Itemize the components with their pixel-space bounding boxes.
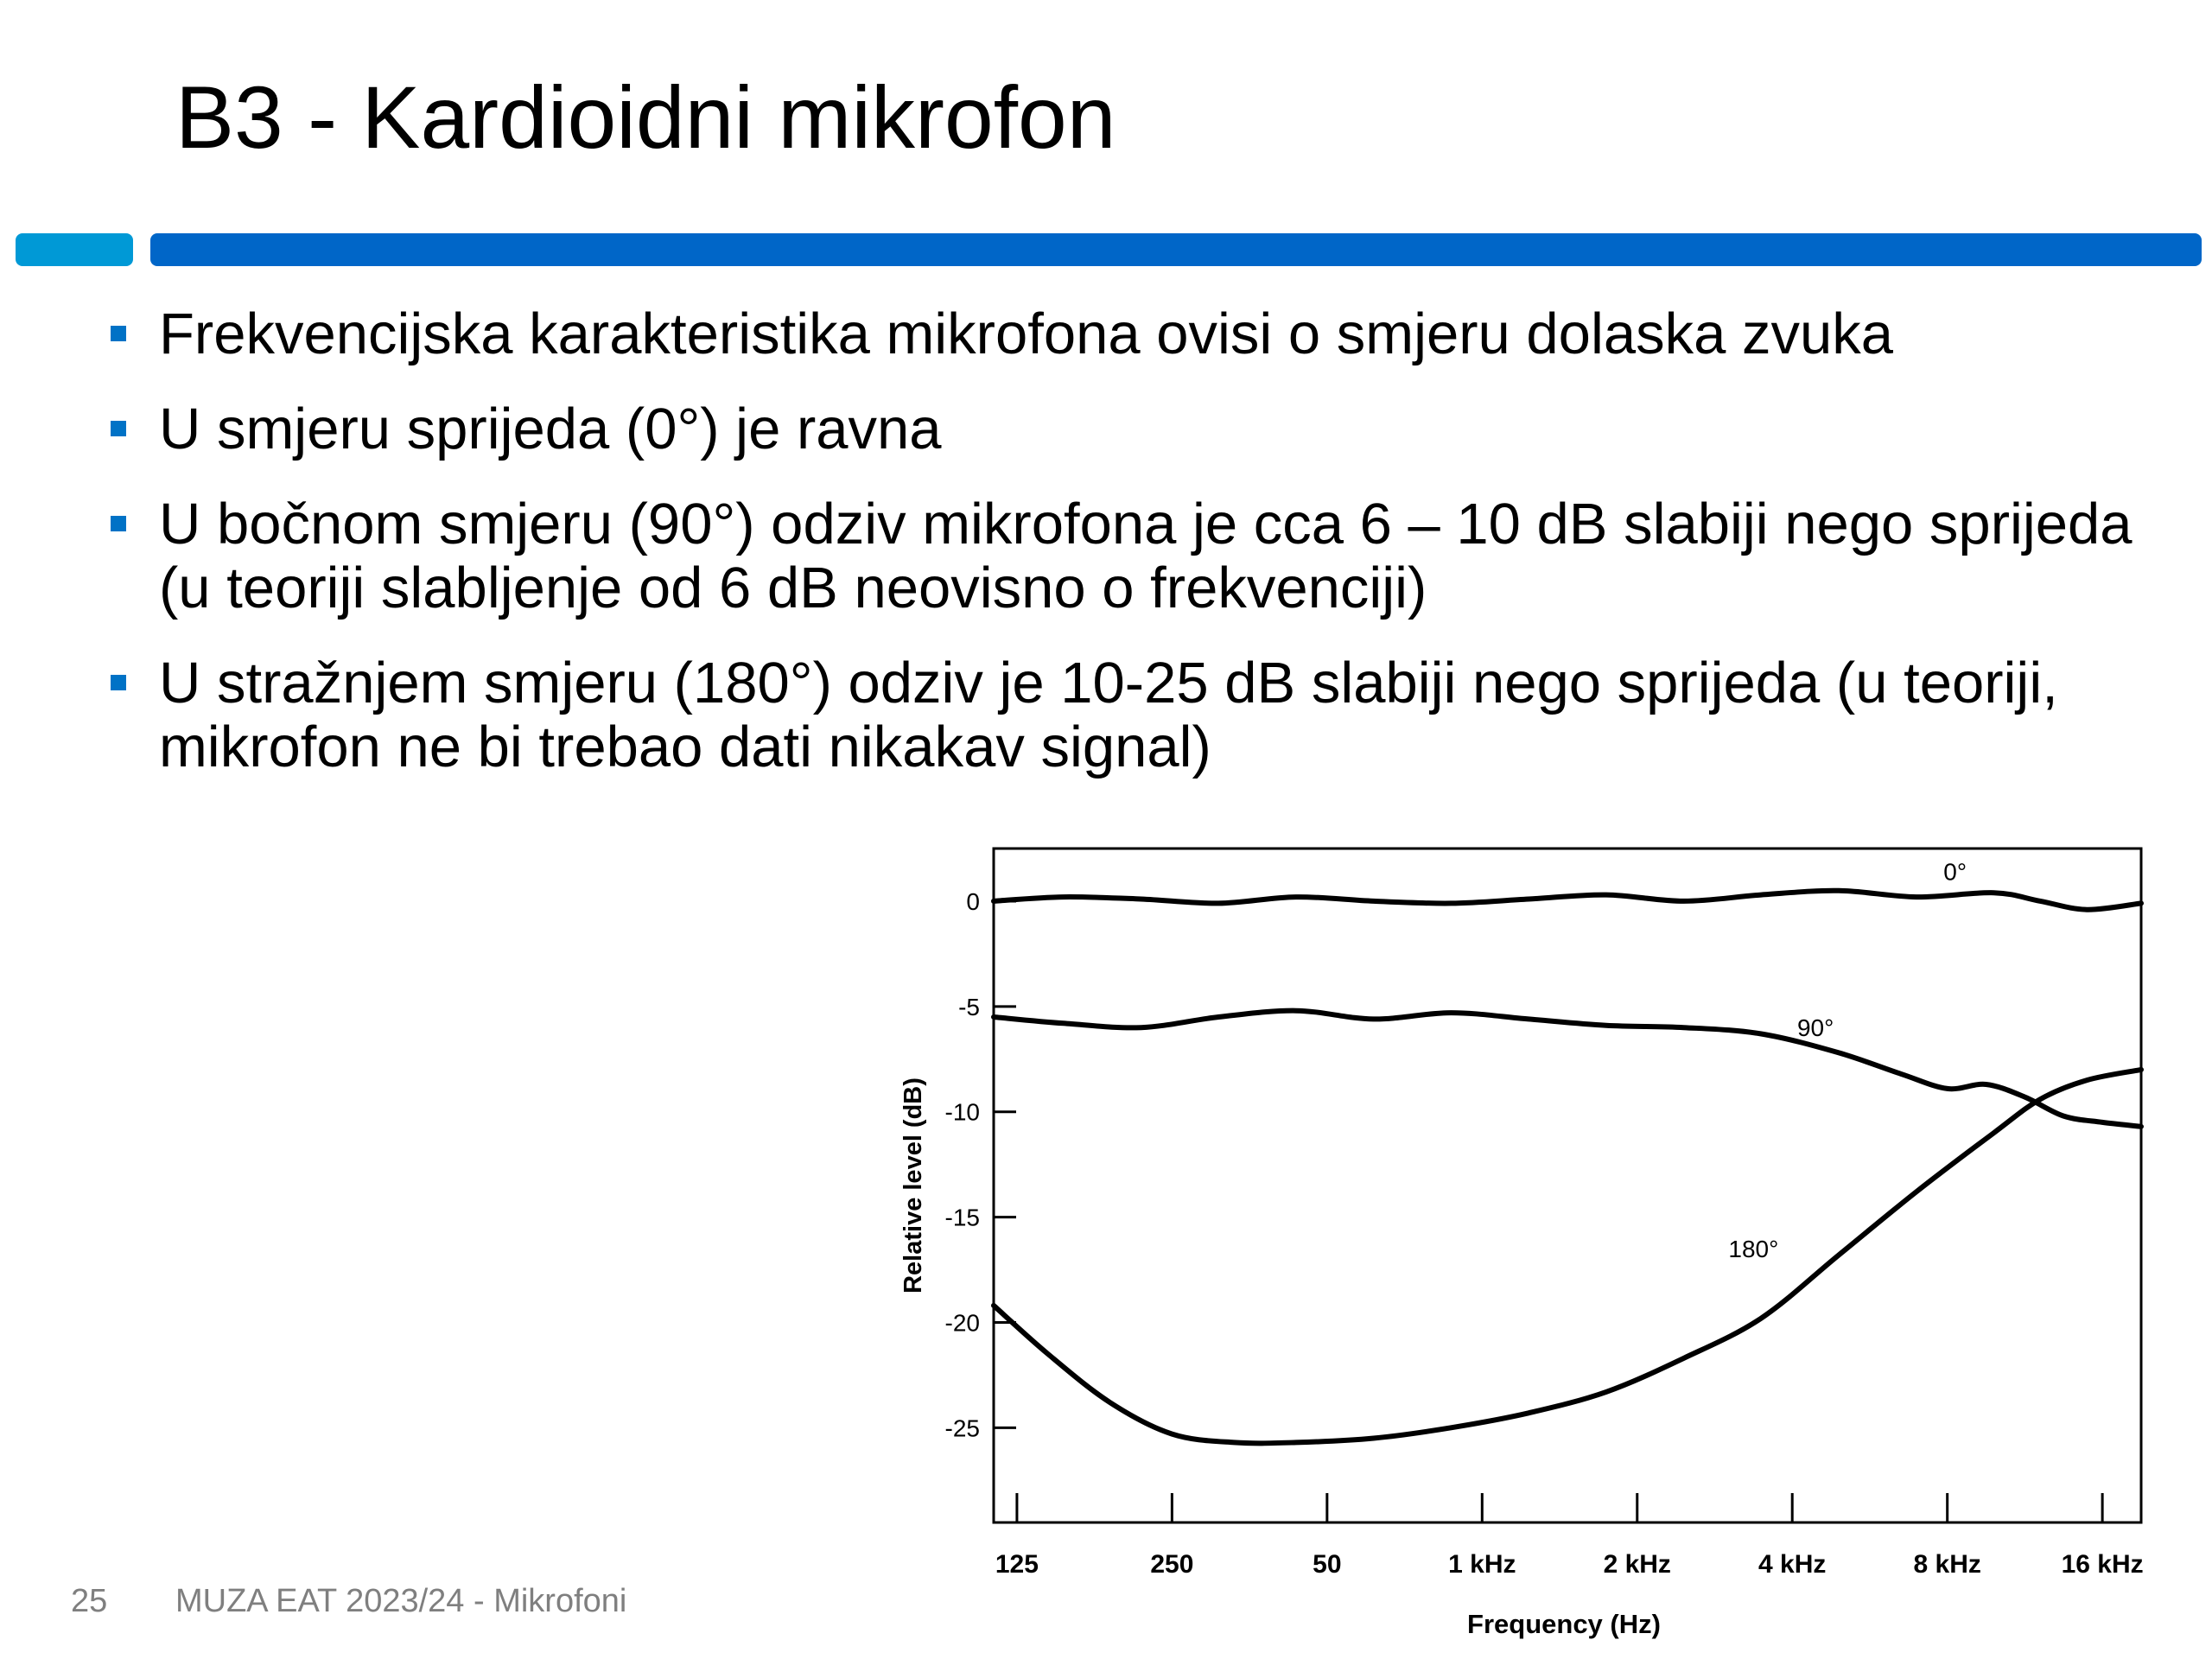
bullet-text: U bočnom smjeru (90°) odziv mikrofona je cca 6 – 10 dB slabiji nego sprijeda (u teoriji slabljenje od 6 dB neovisno o frekvenciji) (159, 492, 2133, 620)
series-line-1 (994, 1011, 2141, 1127)
series-lines (994, 891, 2141, 1444)
bullet-item (104, 302, 2177, 366)
x-axis-label: Frequency (Hz) (1467, 1609, 1661, 1639)
x-tick-label: 50 (1313, 1550, 1342, 1579)
x-tick-label: 250 (1150, 1550, 1194, 1579)
x-tick-label: 4 kHz (1758, 1550, 1827, 1579)
square-bullet-icon (111, 326, 126, 341)
slide-title: B3 - Kardioidni mikrofon (175, 68, 1116, 167)
y-tick-label: -10 (944, 1098, 980, 1126)
x-tick-label: 8 kHz (1913, 1550, 1981, 1579)
series-line-2 (994, 1070, 2141, 1443)
y-tick-label: -15 (944, 1204, 980, 1231)
x-tick-label: 2 kHz (1603, 1550, 1671, 1579)
title-accent-bar-long (150, 233, 2202, 266)
y-tick-label: -5 (958, 993, 980, 1020)
series-labels (1728, 859, 1967, 1262)
y-tick-label: -25 (944, 1414, 980, 1442)
y-axis-ticks (945, 888, 1016, 1441)
bullet-item (104, 397, 2177, 461)
y-tick-label: -20 (944, 1309, 980, 1337)
square-bullet-icon (111, 675, 126, 690)
plot-frame (994, 849, 2141, 1522)
x-axis-ticks (995, 1493, 2144, 1579)
footer-text: MUZA EAT 2023/24 - Mikrofoni (175, 1583, 627, 1619)
x-tick-label: 1 kHz (1448, 1550, 1516, 1579)
title-accent-bar-short (16, 233, 133, 266)
series-label: 0° (1943, 858, 1967, 886)
bullet-item (104, 652, 2177, 779)
bullet-text: U smjeru sprijeda (0°) je ravna (159, 397, 942, 461)
series-label: 90° (1796, 1014, 1834, 1041)
page-number: 25 (71, 1583, 108, 1619)
bullet-text: U stražnjem smjeru (180°) odziv je 10-25 dB slabiji nego sprijeda (u teoriji, mikrofon ne bi trebao dati nikakav signal) (159, 651, 2058, 779)
series-label: 180° (1728, 1235, 1779, 1262)
bullet-item (104, 493, 2177, 620)
y-axis-label: Relative level (dB) (899, 1077, 927, 1294)
frequency-response-chart (890, 830, 2177, 1659)
series-line-0 (994, 891, 2141, 910)
x-tick-label: 16 kHz (2061, 1550, 2144, 1579)
square-bullet-icon (111, 421, 126, 436)
y-tick-label: 0 (966, 887, 980, 915)
square-bullet-icon (111, 516, 126, 531)
bullet-text: Frekvencijska karakteristika mikrofona ovisi o smjeru dolaska zvuka (159, 302, 1893, 366)
bullet-list (104, 302, 2177, 810)
x-tick-label: 125 (995, 1550, 1039, 1579)
